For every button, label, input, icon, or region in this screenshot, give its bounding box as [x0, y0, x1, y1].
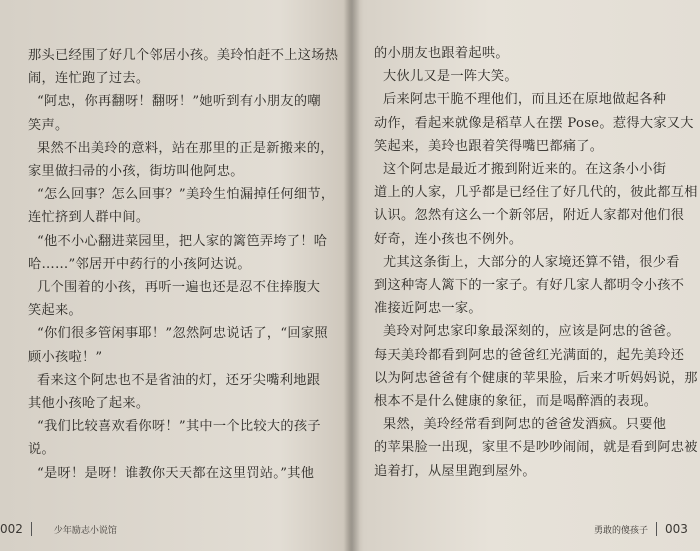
left-page [0, 0, 340, 551]
paragraph: “怎么回事？怎么回事？”美玲生怕漏掉任何细节， 连忙挤到人群中间。 [28, 187, 335, 226]
paragraph: 几个围着的小孩，再听一遍也还是忍不住捧腹大 笑起来。 [28, 280, 321, 319]
paragraph: 这个阿忠是最近才搬到附近来的。在这条小小街 道上的人家，几乎都是已经住了好几代的，彼此都互相 认识。忽然有这么一个新邻居，附近人家都对他们很 好奇，连小孩也不例外。 [374, 162, 698, 247]
left-page-footer [0, 518, 117, 537]
paragraph: 那头已经围了好几个邻居小孩。美玲怕赶不上这场热 闹，连忙跑了过去。 [28, 48, 339, 87]
book-spine-shadow [344, 0, 360, 551]
paragraph: 的小朋友也跟着起哄。 [374, 46, 509, 61]
paragraph: “阿忠，你再翻呀！翻呀！”她听到有小朋友的嘲 笑声。 [28, 94, 321, 133]
paragraph: “是呀！是呀！谁教你天天都在这里罚站。”其他 [28, 465, 315, 481]
paragraph: 美玲对阿忠家印象最深刻的，应该是阿忠的爸爸。 每天美玲都看到阿忠的爸爸红光满面的，起先美玲还 以为阿忠爸爸有个健康的苹果脸，后来才听妈妈说，那 根本不是什么健康的象征，而是喝醉酒的表现。 [374, 324, 698, 410]
paragraph: 看来这个阿忠也不是省油的灯，还牙尖嘴利地跟 其他小孩呛了起来。 [28, 372, 321, 412]
right-page [360, 0, 700, 551]
paragraph: 果然，美玲经常看到阿忠的爸爸发酒疯。只要他 的苹果脸一出现，家里不是吵吵闹闹，就是看到阿忠被 追着打，从屋里跑到屋外。 [374, 417, 698, 479]
paragraph: 后来阿忠干脆不理他们，而且还在原地做起各种 动作，看起来就像是稻草人在摆 Pose。惹得大家又大 笑起来，美玲也跟着笑得嘴巴都痛了。 [374, 92, 694, 154]
paragraph: “我们比较喜欢看你呀！”其中一个比较大的孩子 说。 [28, 419, 321, 458]
paragraph: “你们很多管闲事耶！”忽然阿忠说话了，“回家照 顾小孩啦！” [28, 326, 328, 365]
page-number: 003 [665, 522, 688, 536]
footer-divider [656, 522, 657, 536]
paragraph: 大伙儿又是一阵大笑。 [374, 69, 518, 85]
paragraph: 尤其这条街上，大部分的人家境还算不错，很少看 到这种寄人篱下的一家子。有好几家人都明令小孩不 准接近阿忠一家。 [374, 254, 685, 317]
footer-divider [31, 522, 32, 536]
paragraph: “他不小心翻进菜园里，把人家的篱笆弄垮了！哈 哈……”邻居开中药行的小孩阿达说。 [28, 233, 328, 272]
running-title: 勇敢的傻孩子 [594, 526, 649, 536]
running-title: 少年励志小说馆 [53, 526, 117, 536]
right-page-footer [580, 518, 688, 537]
page-number: 002 [0, 522, 23, 536]
paragraph: 果然不出美玲的意料，站在那里的正是新搬来的， 家里做扫帚的小孩，街坊叫他阿忠。 [28, 140, 334, 180]
